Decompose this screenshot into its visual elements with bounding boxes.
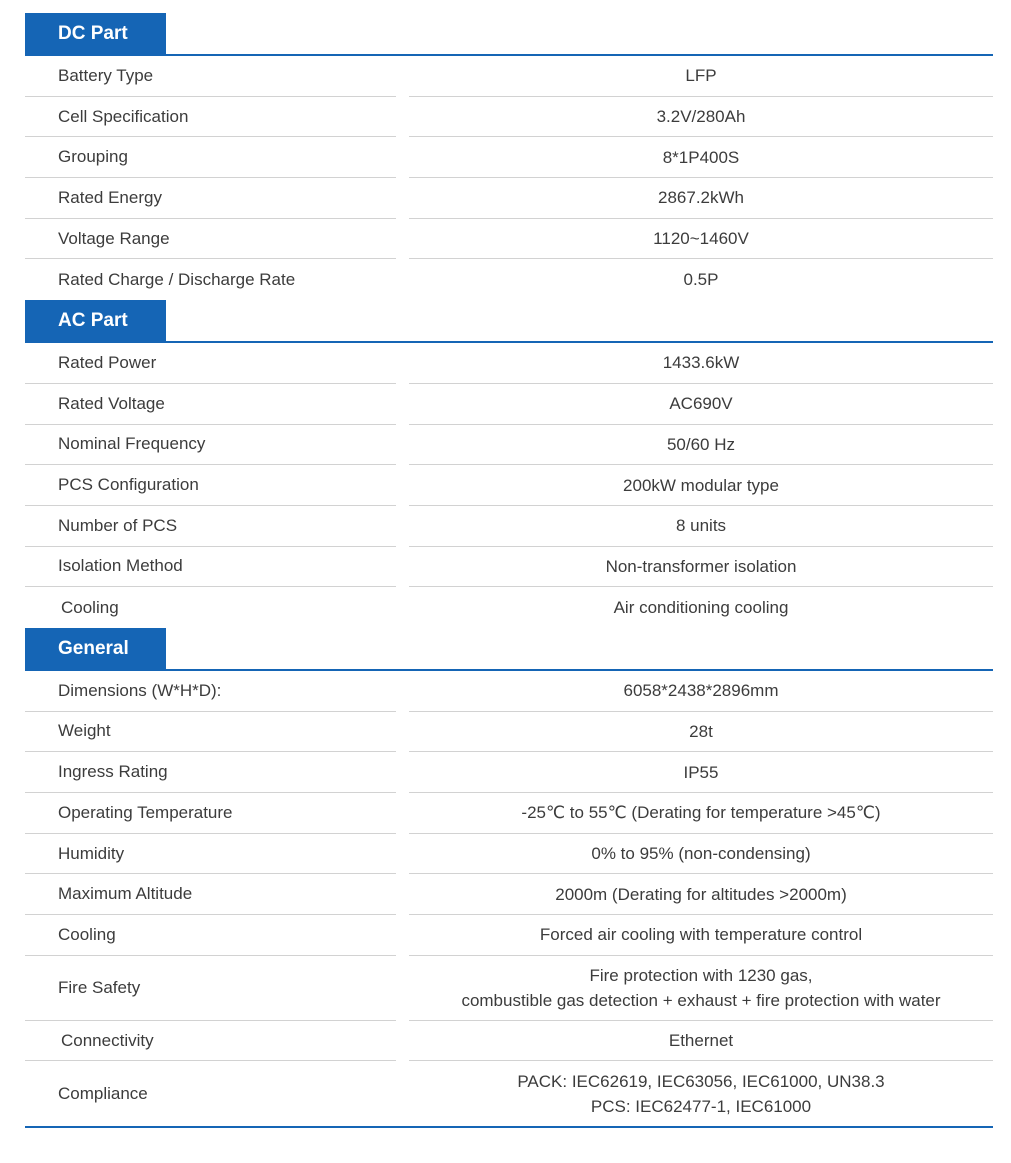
- spec-row: [25, 384, 993, 425]
- spec-row: [25, 219, 993, 260]
- spec-sheet: [25, 13, 993, 1128]
- spec-label: Ingress Rating: [25, 752, 396, 793]
- spec-label: Maximum Altitude: [25, 874, 396, 915]
- spec-value: 6058*2438*2896mm: [409, 671, 993, 712]
- spec-value: 3.2V/280Ah: [409, 97, 993, 138]
- spec-value: Ethernet: [409, 1021, 993, 1062]
- spec-row: [25, 178, 993, 219]
- spec-label: Nominal Frequency: [25, 425, 396, 466]
- spec-row: [25, 259, 993, 300]
- spec-row: [25, 671, 993, 712]
- spec-value: Forced air cooling with temperature control: [409, 915, 993, 956]
- section-title: DC Part: [25, 13, 166, 54]
- spec-value: 200kW modular type: [409, 465, 993, 506]
- spec-label: Compliance: [58, 1083, 148, 1103]
- spec-value: 28t: [409, 712, 993, 753]
- spec-label: Rated Power: [25, 343, 396, 384]
- spec-label: Cooling: [61, 597, 119, 617]
- spec-label: Number of PCS: [25, 506, 396, 547]
- spec-label: PCS Configuration: [25, 465, 396, 506]
- spec-row: [25, 587, 993, 628]
- spec-row: [25, 465, 993, 506]
- spec-value: Fire protection with 1230 gas, combustible gas detection + exhaust + fire protection with water: [409, 956, 993, 1021]
- spec-row: [25, 56, 993, 97]
- spec-label: Voltage Range: [25, 219, 396, 260]
- spec-label: Weight: [25, 712, 396, 753]
- spec-value: 2867.2kWh: [409, 178, 993, 219]
- spec-label: Fire Safety: [25, 956, 396, 1021]
- spec-row: [25, 1061, 993, 1128]
- section-header-ac: [25, 300, 993, 343]
- spec-value: 1433.6kW: [409, 343, 993, 384]
- spec-label: Operating Temperature: [25, 793, 396, 834]
- spec-row: [25, 752, 993, 793]
- section-title: AC Part: [25, 300, 166, 341]
- section-header-dc: [25, 13, 993, 56]
- spec-value: Air conditioning cooling: [613, 598, 789, 618]
- spec-value: -25℃ to 55℃ (Derating for temperature >45℃): [409, 793, 993, 834]
- spec-value: LFP: [409, 56, 993, 97]
- spec-row: [25, 97, 993, 138]
- spec-label: Cooling: [25, 915, 396, 956]
- spec-row: [25, 506, 993, 547]
- spec-label: Cell Specification: [25, 97, 396, 138]
- spec-row: [25, 712, 993, 753]
- spec-row: [25, 137, 993, 178]
- spec-label: Dimensions (W*H*D):: [25, 671, 396, 712]
- spec-row: [25, 915, 993, 956]
- spec-row: [25, 834, 993, 875]
- spec-value: AC690V: [409, 384, 993, 425]
- spec-label: Rated Charge / Discharge Rate: [58, 269, 296, 289]
- spec-value: Non-transformer isolation: [409, 547, 993, 588]
- spec-row: [25, 343, 993, 384]
- spec-value: 50/60 Hz: [409, 425, 993, 466]
- section-title: General: [25, 628, 166, 669]
- spec-label: Rated Voltage: [25, 384, 396, 425]
- spec-row: [25, 793, 993, 834]
- spec-value: 8*1P400S: [409, 137, 993, 178]
- spec-label: Isolation Method: [25, 547, 396, 588]
- spec-value: 2000m (Derating for altitudes >2000m): [409, 874, 993, 915]
- spec-row: [25, 1021, 993, 1062]
- spec-row: [25, 425, 993, 466]
- spec-label: Grouping: [25, 137, 396, 178]
- spec-value: 0% to 95% (non-condensing): [409, 834, 993, 875]
- spec-row: [25, 547, 993, 588]
- spec-value: 8 units: [409, 506, 993, 547]
- spec-row: [25, 874, 993, 915]
- spec-value: IP55: [409, 752, 993, 793]
- spec-value: 0.5P: [683, 270, 719, 290]
- spec-label: Humidity: [25, 834, 396, 875]
- spec-value: 1120~1460V: [409, 219, 993, 260]
- spec-label: Battery Type: [25, 56, 396, 97]
- spec-value: PACK: IEC62619, IEC63056, IEC61000, UN38.3 PCS: IEC62477-1, IEC61000: [517, 1071, 885, 1116]
- spec-label: Rated Energy: [25, 178, 396, 219]
- spec-row: [25, 956, 993, 1021]
- spec-label: Connectivity: [25, 1021, 396, 1062]
- section-header-general: [25, 628, 993, 671]
